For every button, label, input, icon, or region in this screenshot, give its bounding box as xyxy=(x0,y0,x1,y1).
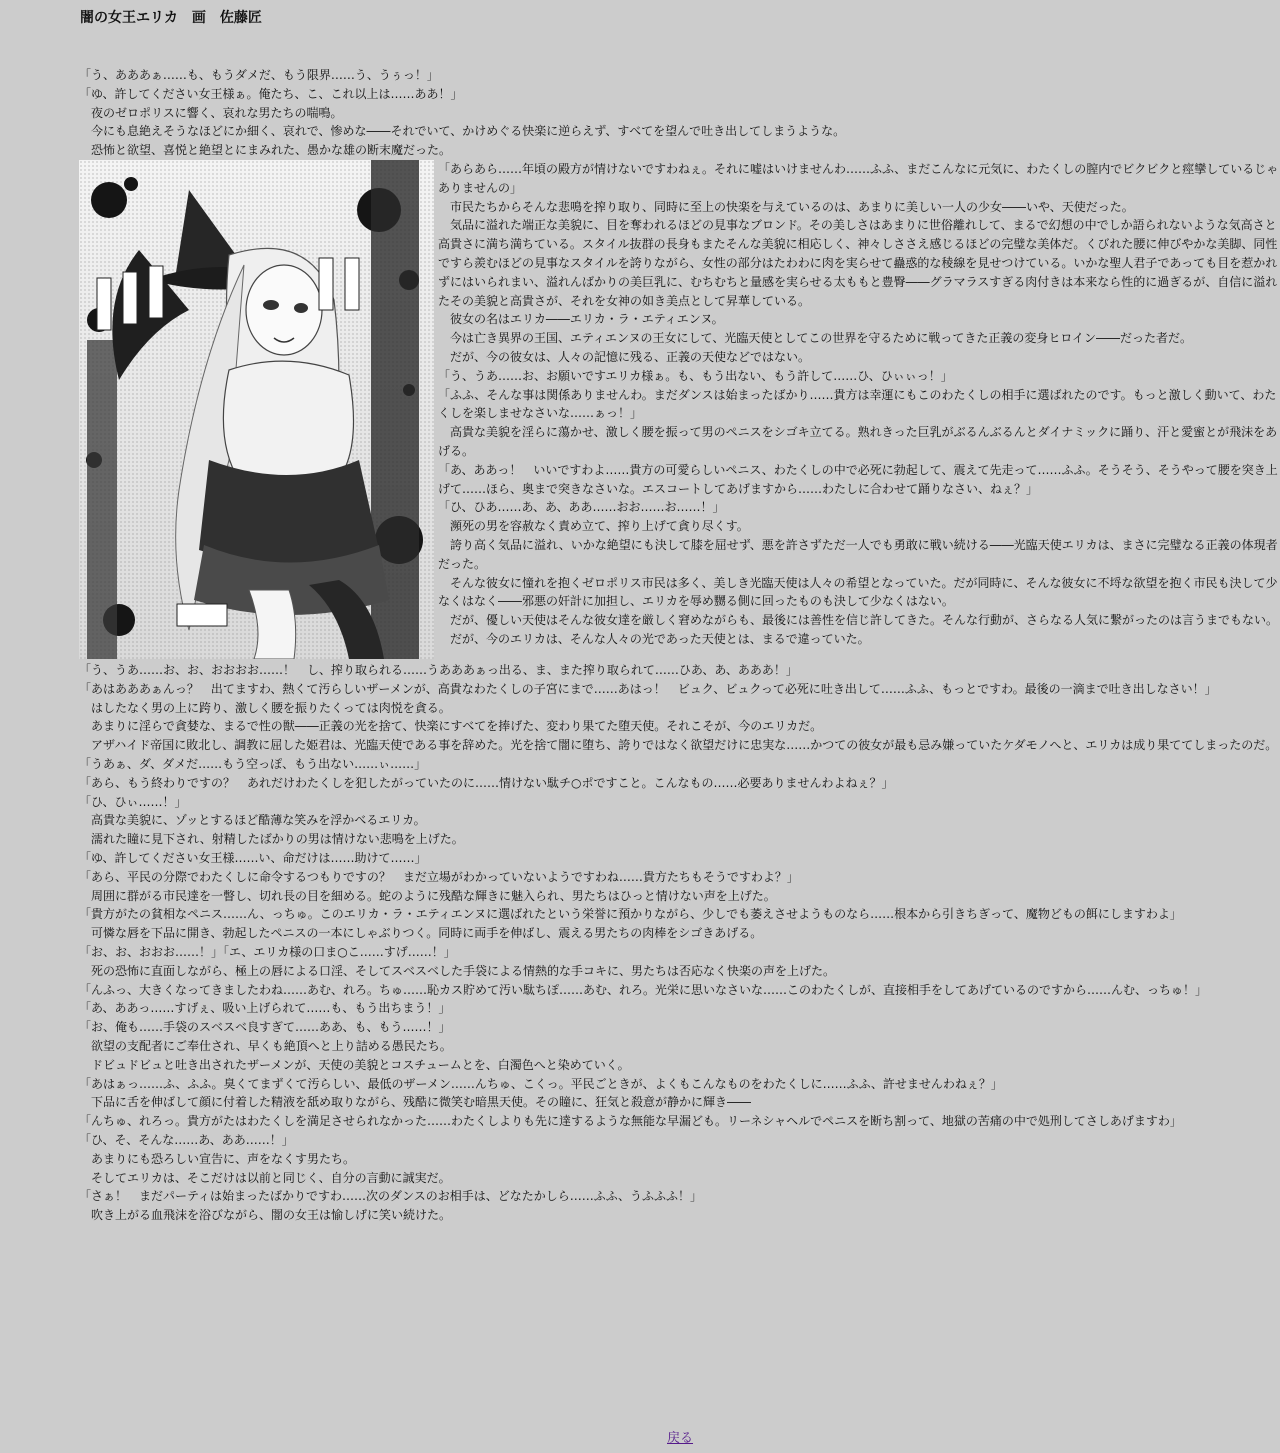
story-paragraph: 瀕死の男を容赦なく責め立て、搾り上げて貪り尽くす。 xyxy=(438,519,749,534)
story-paragraph: 「あはあああぁんっ？ 出てますわ、熱くて汚らしいザーメンが、高貴なわたくしの子宮にまで……あはっ！ ビュク、ビュクって必死に吐き出して……ふふ、もっとですわ。最後の一滴まで吐き出しなさい！」 xyxy=(79,681,1217,696)
story-paragraph: あまりに淫らで貪婪な、まるで性の獣――正義の光を捨て、快楽にすべてを捧げた、変わり果てた堕天使。それこそが、今のエリカだ。 xyxy=(79,719,823,734)
story-paragraph: 彼女の名はエリカ――エリカ・ラ・エティエンヌ。 xyxy=(438,312,724,327)
story-paragraph: 「ゆ、許してください女王様……い、命だけは……助けて……」 xyxy=(79,850,427,865)
story-paragraph: 死の恐怖に直面しながら、極上の唇による口淫、そしてスベスベした手袋による情熱的な手コキに、男たちは否応なく快楽の声を上げた。 xyxy=(79,963,836,978)
story-paragraph: そんな彼女に憧れを抱くゼロポリス市民は多く、美しき光臨天使は人々の希望となっていた。だが同時に、そんな彼女に不埒な欲望を抱く市民も決して少なくはなく――邪悪の奸計に加担し、エリカを辱め嬲る側に回ったものも決して少なくはない。 xyxy=(438,575,1278,609)
story-paragraph: 「あらあら……年頃の殿方が情けないですわねぇ。それに嘘はいけませんわ……ふふ、まだこんなに元気に、わたくしの膣内でビクビクと痙攣しているじゃありませんの」 xyxy=(438,161,1279,195)
page-title: 闇の女王エリカ 画 佐藤匠 xyxy=(80,10,262,26)
story-paragraph: 恐怖と欲望、喜悦と絶望とにまみれた、愚かな雄の断末魔だった。 xyxy=(79,143,452,158)
story-paragraph: 市民たちからそんな悲鳴を搾り取り、同時に至上の快楽を与えているのは、あまりに美しい一人の少女――いや、天使だった。 xyxy=(438,199,1134,214)
story-paragraph: 欲望の支配者にご奉仕され、早くも絶頂へと上り詰める愚民たち。 xyxy=(79,1038,452,1053)
story-paragraph: 「あら、もう終わりですの？ あれだけわたくしを犯したがっていたのに……情けない駄チ○ポですこと。こんなもの……必要ありませんわよねぇ？」 xyxy=(79,775,894,790)
story-paragraph: 夜のゼロポリスに響く、哀れな男たちの喘鳴。 xyxy=(79,105,343,120)
story-paragraph: 「貴方がたの貧相なペニス……ん、っちゅ。このエリカ・ラ・エティエンヌに選ばれたという栄誉に預かりながら、少しでも萎えさせようものなら……根本から引きちぎって、魔物どもの餌にしますわよ」 xyxy=(79,907,1182,922)
story-paragraph: だが、今の彼女は、人々の記憶に残る、正義の天使などではない。 xyxy=(438,349,811,364)
story-paragraph: 周囲に群がる市民達を一瞥し、切れ長の目を細める。蛇のように残酷な輝きに魅入られ、男たちはひっと情けない声を上げた。 xyxy=(79,888,776,903)
story-paragraph: 「うあぁ、ダ、ダメだ……もう空っぽ、もう出ない……ぃ……」 xyxy=(79,756,427,771)
story-paragraph: 「う、あああぁ……も、もうダメだ、もう限界……う、うぅっ！」 xyxy=(79,68,439,82)
story-paragraph: 「さぁ！ まだパーティは始まったばかりですわ……次のダンスのお相手は、どなたかしら……ふふ、うふふふ！」 xyxy=(79,1189,703,1204)
story-paragraph: 「あ、ああっ……すげぇ、吸い上げられて……も、もう出ちまう！」 xyxy=(79,1001,451,1016)
story-paragraph: だが、優しい天使はそんな彼女達を厳しく窘めながらも、最後には善性を信じ許してきた。そんな行動が、さらなる人気に繋がったのは言うまでもない。 xyxy=(438,613,1279,628)
story-paragraph: 「ひ、そ、そんな……あ、ああ……！」 xyxy=(79,1132,294,1147)
story-paragraph: 「ひ、ひあ……あ、あ、ああ……おお……お……！」 xyxy=(438,500,725,515)
story-paragraph: 下品に舌を伸ばして顔に付着した精液を舐め取りながら、残酷に微笑む暗黒天使。その瞳に、狂気と殺意が静かに輝き―― xyxy=(79,1095,752,1110)
story-paragraph: 吹き上がる血飛沫を浴びながら、闇の女王は愉しげに笑い続けた。 xyxy=(79,1208,452,1223)
story-text xyxy=(79,66,1280,1225)
story-paragraph: そしてエリカは、そこだけは以前と同じく、自分の言動に誠実だ。 xyxy=(79,1170,451,1185)
story-paragraph: 「んちゅ、れろっ。貴方がたはわたくしを満足させられなかった……わたくしよりも先に達するような無能な早漏ども。リーネシャヘルでペニスを断ち割って、地獄の苦痛の中で処刑してさしあげますわ」 xyxy=(79,1114,1182,1129)
story-paragraph: 「お、お、おおお……！」「エ、エリカ様の口ま○こ……すげ……！」 xyxy=(79,944,456,959)
story-paragraph: はしたなく男の上に跨り、激しく腰を振りたくっては肉悦を貪る。 xyxy=(79,700,451,715)
story-paragraph: 「お、俺も……手袋のスベスベ良すぎて……ああ、も、もう……！」 xyxy=(79,1020,451,1035)
story-paragraph: 「ふふ、そんな事は関係ありませんわ。まだダンスは始まったばかり……貴方は幸運にもこのわたくしの相手に選ばれたのです。もっと激しく動いて、わたくしを楽しませなさいな……ぁっ！」 xyxy=(438,387,1277,421)
story-paragraph: 「ひ、ひぃ……！」 xyxy=(79,794,187,809)
story-paragraph: 濡れた瞳に見下され、射精したばかりの男は情けない悲鳴を上げた。 xyxy=(79,832,464,847)
story-paragraph: 高貴な美貌に、ゾッとするほど酷薄な笑みを浮かべるエリカ。 xyxy=(79,813,426,828)
illustration-image xyxy=(79,160,434,659)
story-paragraph: 「あら、平民の分際でわたくしに命令するつもりですの？ まだ立場がわかっていないようですわね……貴方たちもそうですわよ？」 xyxy=(79,869,799,884)
story-paragraph: 「あ、ああっ！ いいですわよ……貴方の可愛らしいペニス、わたくしの中で必死に勃起して、震えて先走って……ふふ。そうそう、そうやって腰を突き上げて……ほら、奥まで突きなさいな。エスコートしてあげますから……わたしに合わせて踊りなさい、ねぇ？」 xyxy=(438,462,1278,496)
story-paragraph: 可憐な唇を下品に開き、勃起したペニスの一本にしゃぶりつく。同時に両手を伸ばし、震える男たちの肉棒をシゴきあげる。 xyxy=(79,926,763,941)
story-paragraph: 今にも息絶えそうなほどにか細く、哀れで、惨めな――それでいて、かけめぐる快楽に逆らえず、すべてを望んで吐き出してしまうような。 xyxy=(79,124,846,139)
intro-section xyxy=(79,66,1280,160)
story-paragraph: 「う、うあ……お、お願いですエリカ様ぁ。も、もう出ない、もう許して……ひ、ひぃぃっ！」 xyxy=(438,368,953,383)
story-paragraph: ドビュドビュと吐き出されたザーメンが、天使の美貌とコスチュームとを、白濁色へと染めていく。 xyxy=(79,1057,630,1072)
after-section xyxy=(79,661,1280,1225)
story-paragraph: 「ゆ、許してください女王様ぁ。俺たち、こ、これ以上は……ああ！」 xyxy=(79,86,463,101)
story-paragraph: 「んふっ、大きくなってきましたわね……あむ、れろ。ちゅ……恥カス貯めて汚い駄ちぽ……あむ、れろ。光栄に思いなさいな……このわたくしが、直接相手をしてあげているのですから……んむ、っちゅ！」 xyxy=(79,982,1208,997)
back-link[interactable]: 戻る xyxy=(667,1431,694,1446)
story-paragraph: 「あはぁっ……ふ、ふふ。臭くてまずくて汚らしい、最低のザーメン……んちゅ、こくっ。平民ごときが、よくもこんなものをわたくしに……ふふ、許せませんわねぇ？」 xyxy=(79,1076,1003,1091)
story-paragraph: 今は亡き異界の王国、エティエンヌの王女にして、光臨天使としてこの世界を守るために戦ってきた正義の変身ヒロイン――だった者だ。 xyxy=(438,331,1192,346)
story-paragraph: 「う、うあ……お、お、おおおお……！ し、搾り取られる……うあああぁっ出る、ま、また搾り取られて……ひあ、あ、あああ！」 xyxy=(79,662,798,677)
story-paragraph: 高貴な美貌を淫らに蕩かせ、激しく腰を振って男のペニスをシゴキ立てる。熟れきった巨乳がぶるんぶるんとダイナミックに踊り、汗と愛蜜とが飛沫をあげる。 xyxy=(438,425,1278,458)
story-paragraph: 誇り高く気品に溢れ、いかな絶望にも決して膝を屈せず、悪を許さずただ一人でも勇敢に戦い続ける――光臨天使エリカは、まさに完璧なる正義の体現者だった。 xyxy=(438,537,1278,571)
story-paragraph: 気品に溢れた端正な美貌に、目を奪われるほどの見事なブロンド。その美しさはあまりに世俗離れして、まるで幻想の中でしか語られないような気高さと高貴さに満ち満ちている。スタイル抜群の長身もまたそんな美貌に相応しく、神々しささえ感じるほどの完璧な美体だ。くびれた腰に伸びやかな美脚、同性ですら羨むほどの見事なスタイルを誇りながら、女性の部分はたわわに肉を実らせて蠱惑的な稜線を見せつけている。いかな聖人君子であっても目を惹かれずにはいられまい、溢れんばかりの美巨乳に、むちむちと量感を実らせる太ももと豊臀――グラマラスすぎる肉付きは本来なら性的に過ぎるが、自信に溢れたその美貌と高貴さが、それを女神の如き美点として昇華している。 xyxy=(438,218,1278,308)
story-paragraph: だが、今のエリカは、そんな人々の光であった天使とは、まるで違っていた。 xyxy=(438,631,870,646)
story-paragraph: アザハイド帝国に敗北し、調教に屈した姫君は、光臨天使である事を辞めた。光を捨て闇に堕ち、誇りではなく欲望だけに忠実な……かつての彼女が最も忌み嫌っていたケダモノへと、エリカは成り果ててしまったのだ。 xyxy=(79,738,1278,753)
story-paragraph: あまりにも恐ろしい宣告に、声をなくす男たち。 xyxy=(79,1151,356,1166)
